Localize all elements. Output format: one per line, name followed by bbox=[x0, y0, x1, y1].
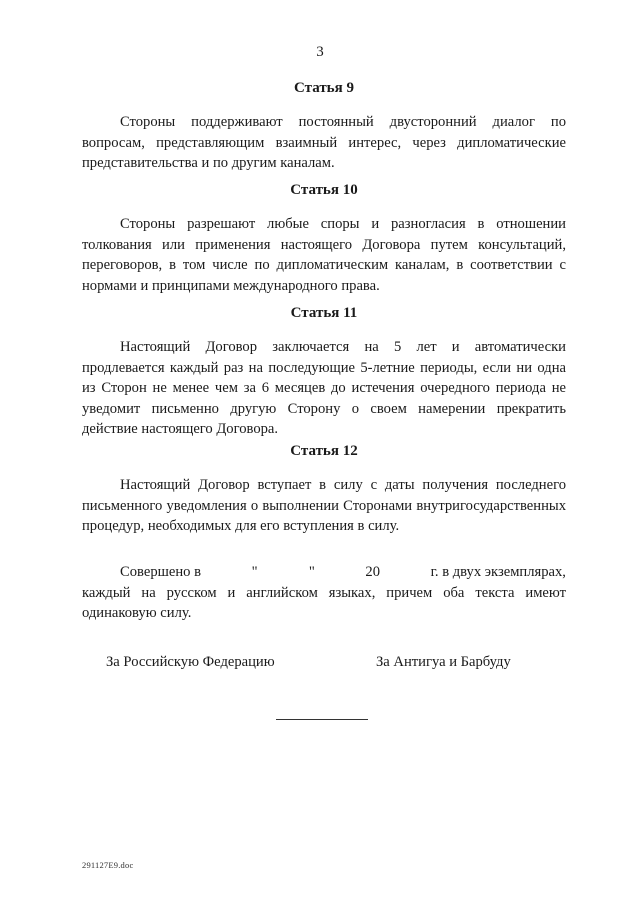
done-date-quotes bbox=[252, 562, 315, 583]
done-clause-first-line bbox=[82, 562, 566, 583]
article-11 bbox=[82, 303, 566, 440]
article-9 bbox=[82, 78, 566, 174]
signature-russian-federation: За Российскую Федерацию bbox=[106, 654, 275, 670]
signature-antigua-barbuda: За Антигуа и Барбуду bbox=[376, 654, 511, 670]
article-12-text: Настоящий Договор вступает в силу с даты получения последнего письменного уведомления о выполнении Сторонами внутригосударственных процедур, необходимых для его вступления в силу. bbox=[82, 477, 566, 535]
done-copies: г. в двух экземплярах, bbox=[430, 564, 566, 580]
article-12 bbox=[82, 441, 566, 537]
article-10 bbox=[82, 180, 566, 296]
quote-open: " bbox=[251, 564, 258, 580]
article-11-title: Статья 11 bbox=[290, 305, 358, 321]
article-9-title: Статья 9 bbox=[294, 80, 354, 96]
document-code: 291127E9.doc bbox=[82, 860, 134, 870]
done-place-label: Совершено в bbox=[120, 564, 201, 580]
page-number: 3 bbox=[316, 44, 324, 60]
article-9-text: Стороны поддерживают постоянный двусторонний диалог по вопросам, представляющим взаимный интерес, через дипломатические представительства и по другим каналам. bbox=[82, 114, 566, 172]
article-10-title: Статья 10 bbox=[290, 182, 358, 198]
article-11-text: Настоящий Договор заключается на 5 лет и автоматически продлевается каждый раз на последующие 5-летние периоды, если ни одна из Сторон не менее чем за 6 месяцев до истечения очередного периода не уведомит письменно другую Сторону о своем намерении прекратить действие настоящего Договора. bbox=[82, 339, 566, 438]
article-10-text: Стороны разрешают любые споры и разногласия в отношении толкования или применения настоящего Договора путем консультаций, переговоров, в том числе по дипломатическим каналам, в соответствии с нормами и принципами международного права. bbox=[82, 216, 566, 294]
done-year: 20 bbox=[365, 564, 380, 580]
divider-line bbox=[276, 719, 368, 720]
done-clause bbox=[82, 562, 566, 624]
quote-close: " bbox=[308, 564, 315, 580]
done-clause-rest: каждый на русском и английском языках, причем оба текста имеют одинаковую силу. bbox=[82, 584, 566, 622]
article-12-title: Статья 12 bbox=[290, 443, 358, 459]
